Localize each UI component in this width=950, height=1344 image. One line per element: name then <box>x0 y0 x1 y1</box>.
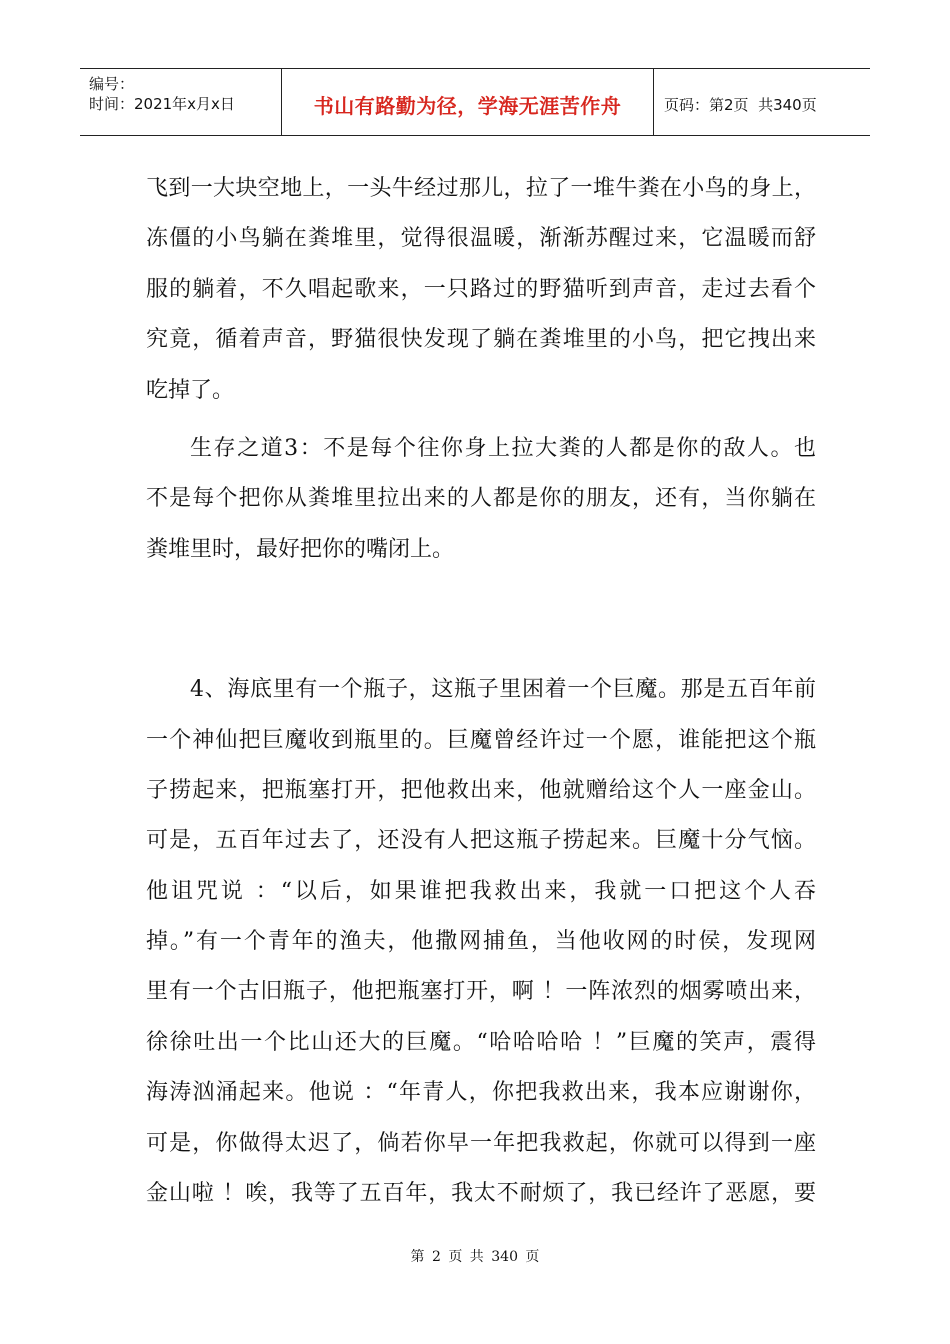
text-line: 可是，你做得太迟了，倘若你早一年把我救起，你就可以得到一座 <box>146 1130 816 1156</box>
text-line: 服的躺着，不久唱起歌来，一只路过的野猫听到声音，走过去看个 <box>146 276 816 302</box>
text-line: 冻僵的小鸟躺在粪堆里，觉得很温暖，渐渐苏醒过来，它温暖而舒 <box>146 226 816 252</box>
document-body <box>146 164 816 1219</box>
paragraph-story-ending <box>146 164 816 416</box>
page-footer <box>0 1246 950 1266</box>
header-page-info: 页码：第2页 共340页 <box>664 95 817 114</box>
text-line: 飞到一大块空地上，一头牛经过那儿，拉了一堆牛粪在小鸟的身上， <box>146 176 816 201</box>
document-date: 时间：2021年x月x日 <box>89 95 235 113</box>
footer-page-number: 第 2 页 共 340 页 <box>410 1249 540 1265</box>
paragraph-story-four <box>146 665 816 1219</box>
document-number-label: 编号： <box>89 75 135 93</box>
text-line: 一个神仙把巨魔收到瓶里的。巨魔曾经许过一个愿，谁能把这个瓶 <box>146 727 816 753</box>
text-line: 生存之道3：不是每个往你身上拉大粪的人都是你的敌人。也 <box>190 435 816 461</box>
text-line: 可是，五百年过去了，还没有人把这瓶子捞起来。巨魔十分气恼。 <box>146 828 816 854</box>
header-motto: 书山有路勤为径，学海无涯苦作舟 <box>313 93 622 118</box>
text-line: 粪堆里时，最好把你的嘴闭上。 <box>146 536 455 562</box>
text-line: 4、海底里有一个瓶子，这瓶子里困着一个巨魔。那是五百年前 <box>190 677 816 703</box>
text-line: 掉。”有一个青年的渔夫，他撒网捕鱼，当他收网的时侯，发现网 <box>146 929 816 955</box>
page-header <box>80 68 870 136</box>
header-meta-cell <box>80 69 282 135</box>
text-line: 里有一个古旧瓶子，他把瓶塞打开，啊 ！一阵浓烈的烟雾喷出来， <box>146 979 816 1005</box>
text-line: 他诅咒说 ：“以后，如果谁把我救出来，我就一口把这个人吞 <box>146 878 816 904</box>
paragraph-survival-rule <box>146 424 816 575</box>
text-line: 子捞起来，把瓶塞打开，把他救出来，他就赠给这个人一座金山。 <box>146 777 816 803</box>
text-line: 不是每个把你从粪堆里拉出来的人都是你的朋友，还有，当你躺在 <box>146 486 816 512</box>
text-line: 吃掉了。 <box>146 377 235 403</box>
header-page-cell <box>654 69 870 135</box>
text-line: 究竟，循着声音，野猫很快发现了躺在粪堆里的小鸟，把它拽出来 <box>146 327 816 353</box>
text-line: 海涛汹涌起来。他说 ：“年青人，你把我救出来，我本应谢谢你， <box>146 1080 816 1106</box>
text-line: 徐徐吐出一个比山还大的巨魔。“哈哈哈哈 ！”巨魔的笑声，震得 <box>146 1029 816 1055</box>
text-line: 金山啦 ！唉，我等了五百年，我太不耐烦了，我已经许了恶愿，要 <box>146 1181 816 1207</box>
header-motto-cell <box>282 69 654 135</box>
